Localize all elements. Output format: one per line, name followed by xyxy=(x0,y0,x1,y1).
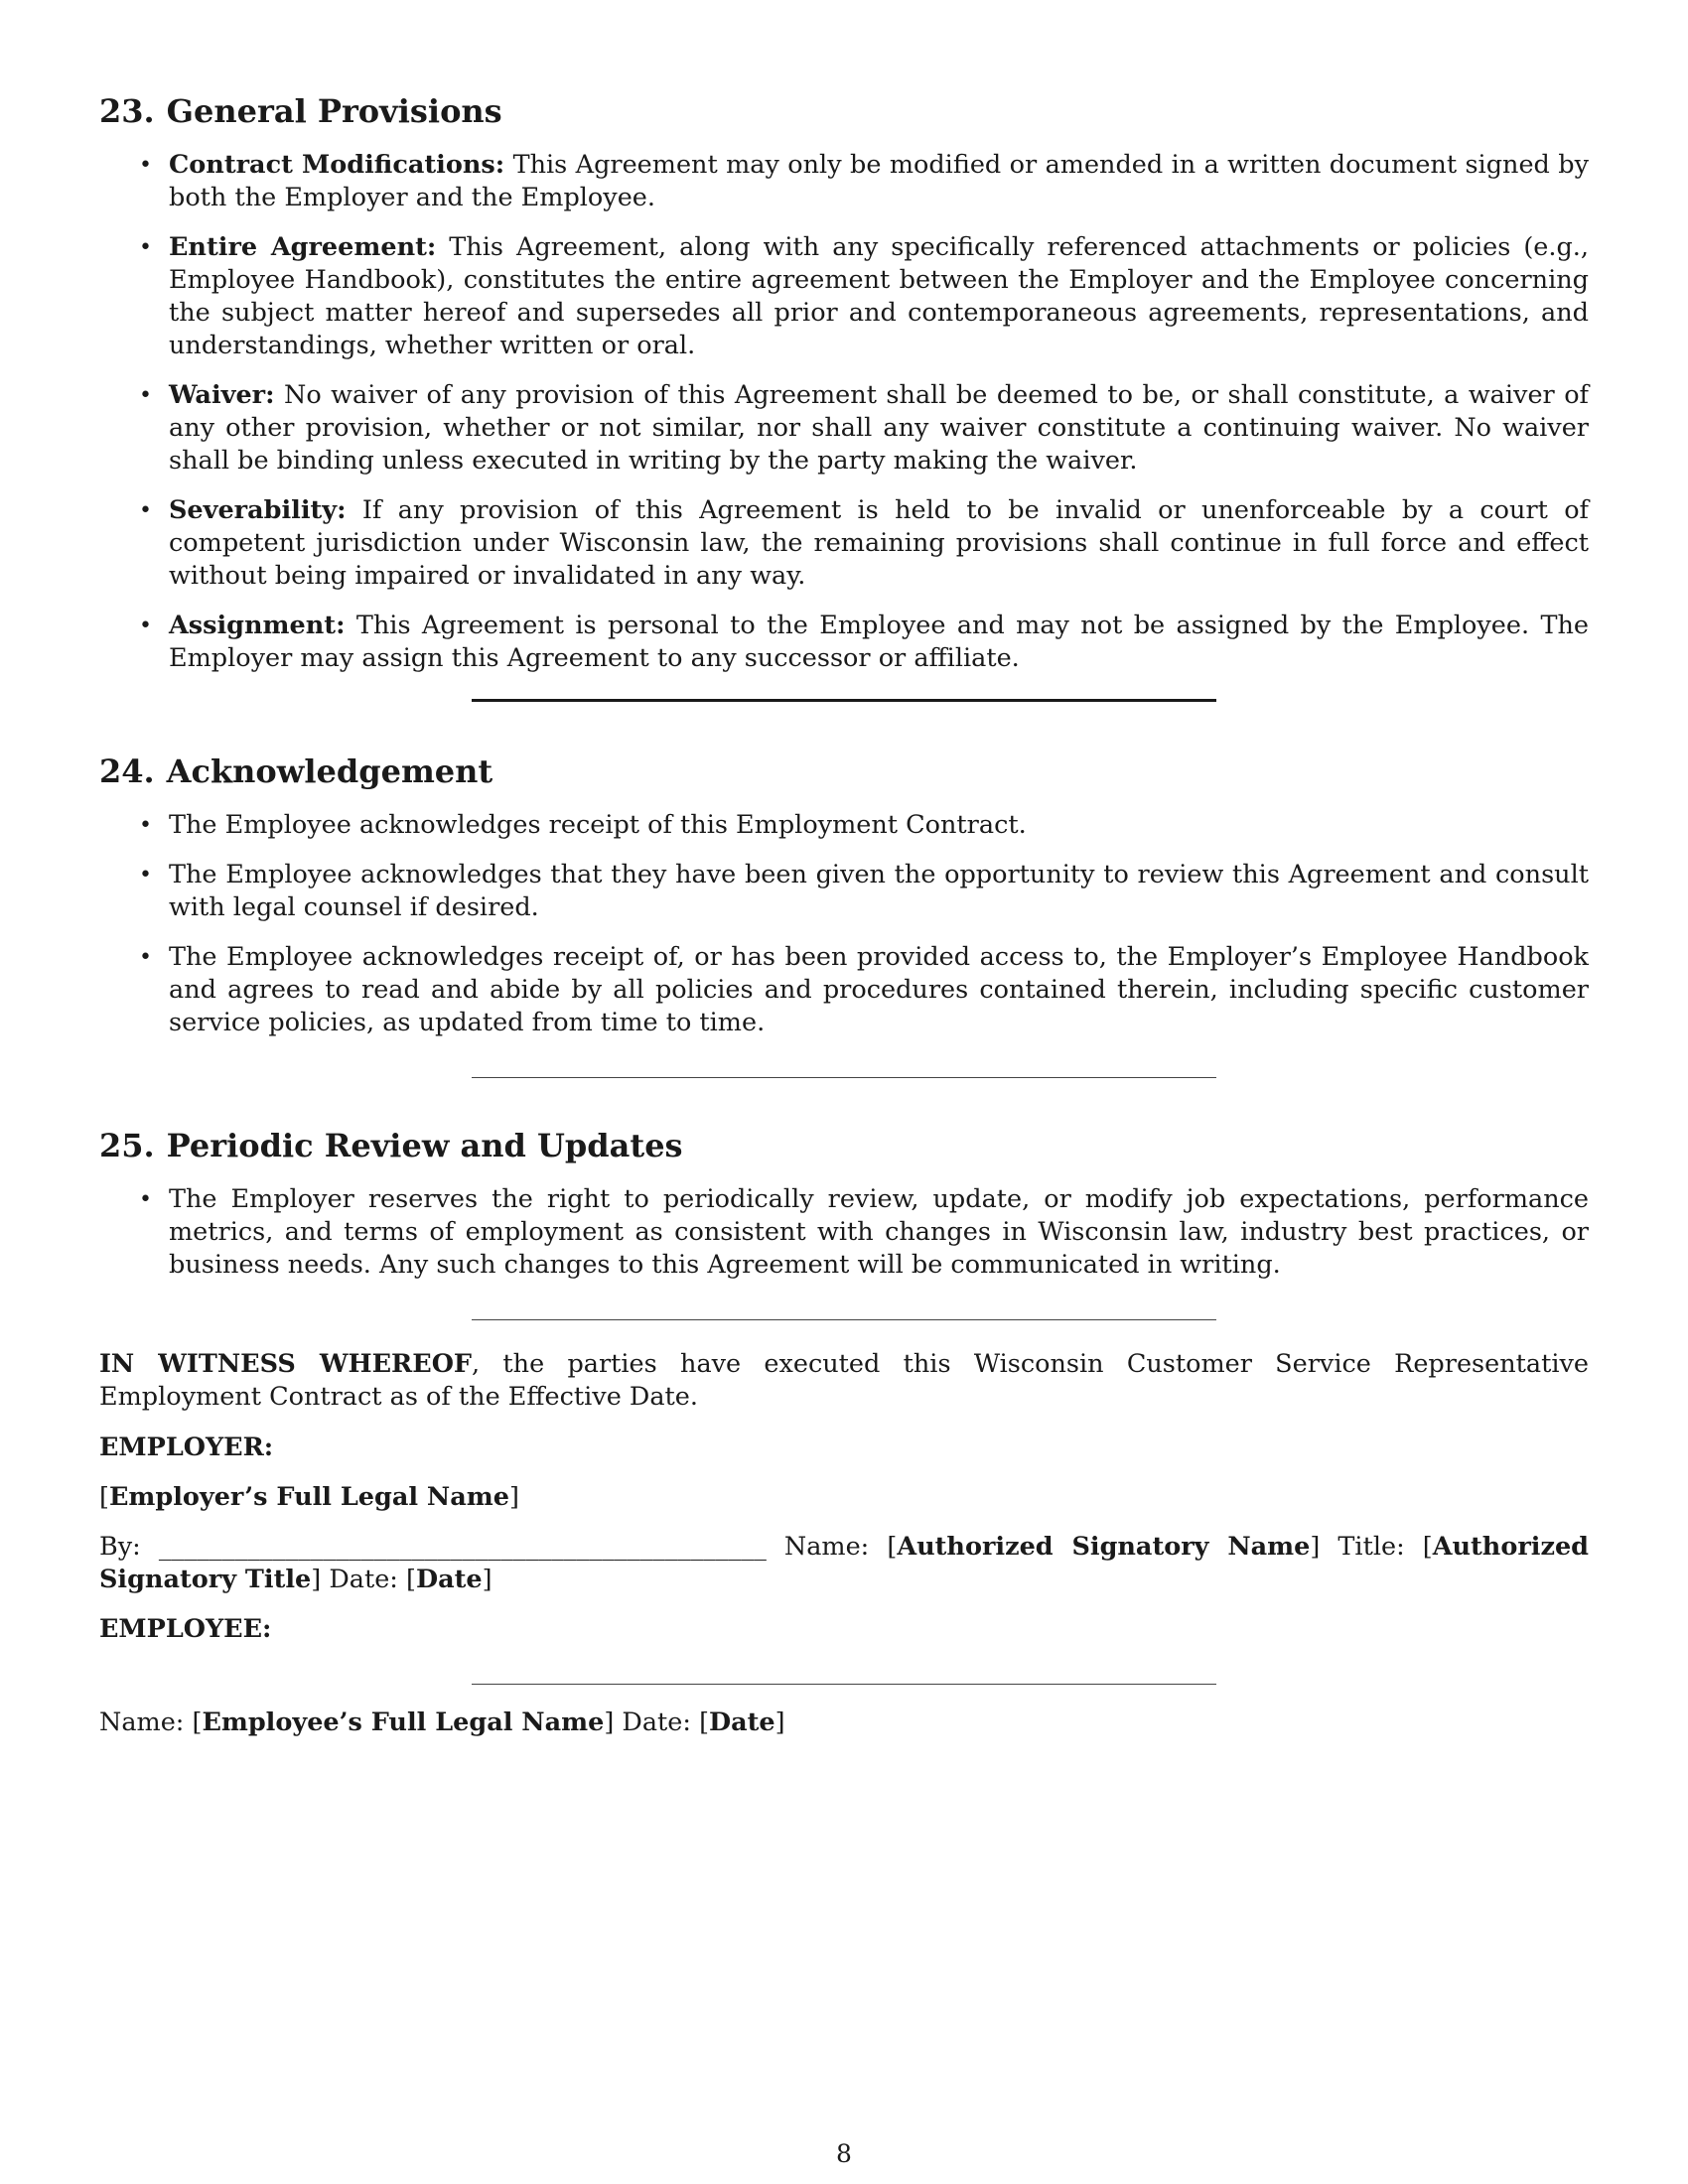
list-item: • Assignment: This Agreement is personal to the Employee and may not be assigned by the Employee. The Employer may assign this Agreement to any successor or affiliate. xyxy=(139,611,1589,673)
list-item: • The Employee acknowledges receipt of, or has been provided access to, the Employer’s Employee Handbook and agrees to read and abide by all policies and procedures contained therein, including specific customer service policies, as updated from time to time. xyxy=(139,942,1589,1037)
employer-name: [Employer’s Full Legal Name] xyxy=(99,1482,519,1512)
section-heading-24: 24. Acknowledgement xyxy=(99,752,493,790)
bullet-icon: • xyxy=(139,235,152,260)
bullet-icon: • xyxy=(139,153,152,178)
list-item: • Severability: If any provision of this Agreement is held to be invalid or unenforceable by a court of competent jurisdiction under Wisconsin law, the remaining provisions shall continue in full force and effect without being impaired or invalidated in any way. xyxy=(139,495,1589,591)
bullet-icon: • xyxy=(139,614,152,638)
section-divider xyxy=(472,1319,1216,1320)
employer-signature-line: ________________________________________________ xyxy=(158,1532,767,1562)
section-25-list xyxy=(99,1183,1589,1282)
employee-signature-block: Name: [Employee’s Full Legal Name] Date: [Date] xyxy=(99,1707,785,1737)
bullet-icon: • xyxy=(139,813,152,838)
employee-heading: EMPLOYEE: xyxy=(99,1614,272,1644)
section-heading-25: 25. Periodic Review and Updates xyxy=(99,1127,683,1164)
employer-signature-block: By: ________________________________________________ Name: [Authorized Signatory Name] Title: [Authorized Signatory Title] Date: [Date] xyxy=(99,1532,1590,1594)
section-23-list xyxy=(99,149,1589,675)
employee-signature-line xyxy=(472,1684,1216,1685)
witness-paragraph: IN WITNESS WHEREOF, the parties have executed this Wisconsin Customer Service Representative Employment Contract as of the Effective Date. xyxy=(99,1349,1589,1412)
bullet-icon: • xyxy=(139,1187,152,1212)
bullet-icon: • xyxy=(139,498,152,523)
bullet-icon: • xyxy=(139,945,152,970)
list-item: • Contract Modifications: This Agreement may only be modified or amended in a written document signed by both the Employer and the Employee. xyxy=(139,150,1589,212)
employer-heading: EMPLOYER: xyxy=(99,1433,274,1462)
list-item: • Entire Agreement: This Agreement, along with any specifically referenced attachments or policies (e.g., Employee Handbook), constitutes the entire agreement between the Employer and the Employee concerning the subject matter hereof and supersedes all prior and contemporaneous agreements, representations, and understandings, whether written or oral. xyxy=(139,232,1589,360)
page-number: 8 xyxy=(836,2139,852,2168)
document-page xyxy=(99,91,1589,1739)
bullet-icon: • xyxy=(139,383,152,408)
section-divider xyxy=(472,699,1216,702)
section-divider xyxy=(472,1077,1216,1078)
list-item: • Waiver: No waiver of any provision of this Agreement shall be deemed to be, or shall constitute, a waiver of any other provision, whether or not similar, nor shall any waiver constitute a continuing waiver. No waiver shall be binding unless executed in writing by the party making the waiver. xyxy=(139,380,1589,476)
section-heading-23: 23. General Provisions xyxy=(99,92,502,130)
bullet-icon: • xyxy=(139,863,152,887)
section-24-list xyxy=(99,809,1589,1039)
list-item: • The Employee acknowledges that they have been given the opportunity to review this Agreement and consult with legal counsel if desired. xyxy=(139,860,1589,922)
list-item: • The Employee acknowledges receipt of this Employment Contract. xyxy=(139,810,1027,840)
list-item: • The Employer reserves the right to periodically review, update, or modify job expectations, performance metrics, and terms of employment as consistent with changes in Wisconsin law, industry best practices, or business needs. Any such changes to this Agreement will be communicated in writing. xyxy=(139,1184,1589,1280)
